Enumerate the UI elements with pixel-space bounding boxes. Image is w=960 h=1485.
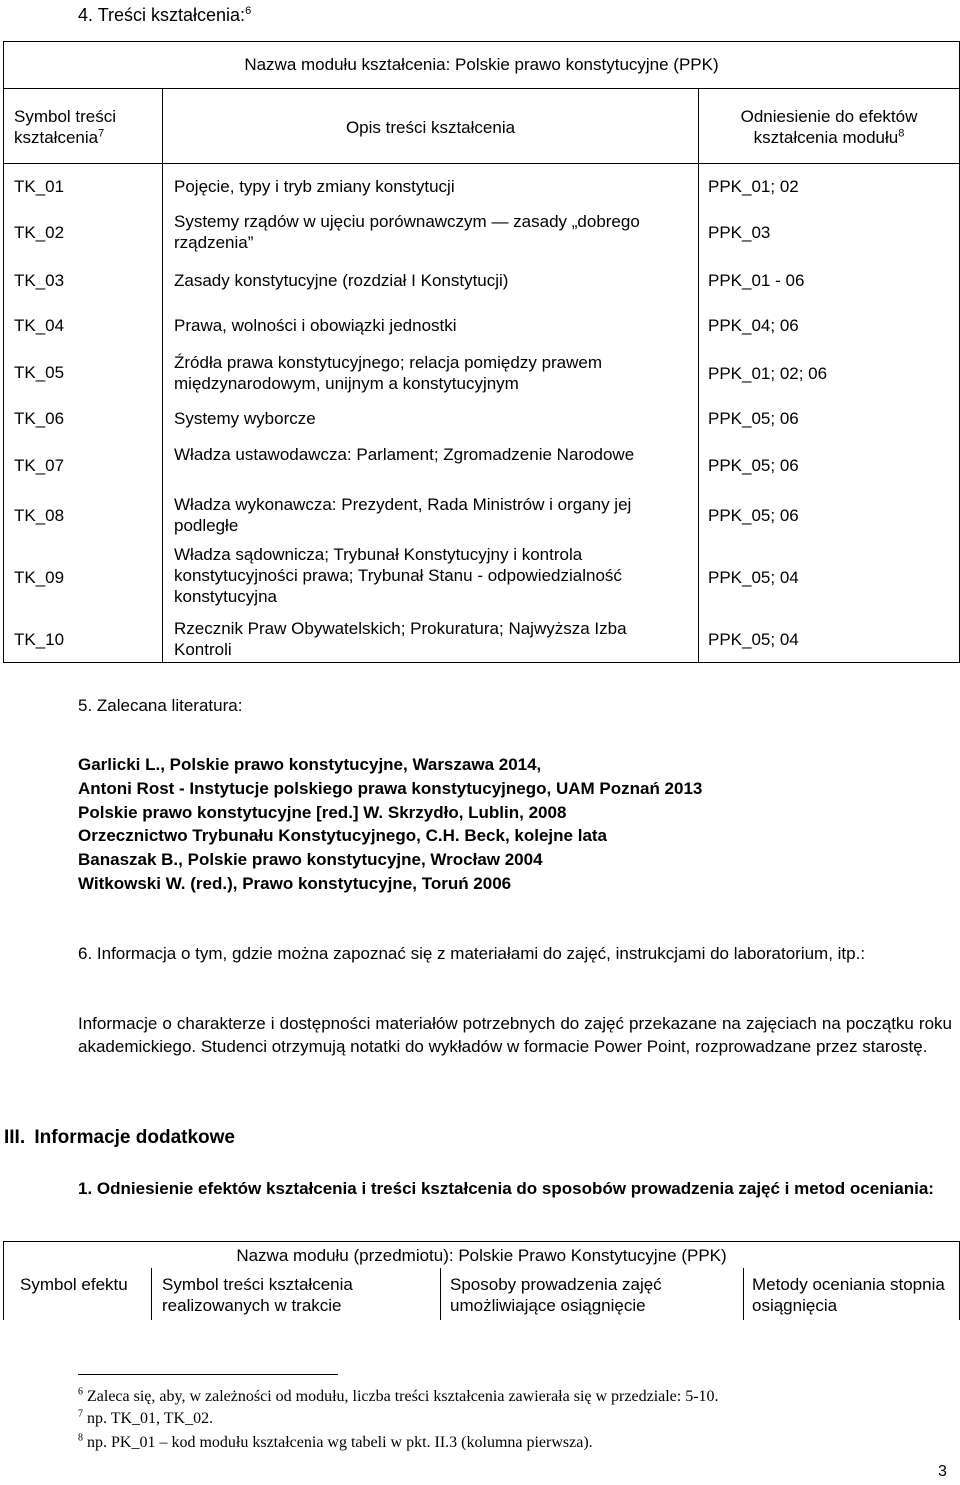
row-symbol: TK_08: [14, 506, 65, 525]
row-description: Prawa, wolności i obowiązki jednostki: [174, 316, 457, 335]
materials-heading: 6. Informacja o tym, gdzie można zapoznać się z materiałami do zajęć, instrukcjami do laboratorium, itp.:: [78, 944, 866, 963]
footnote: [78, 1409, 213, 1428]
materials-body: Informacje o charakterze i dostępności materiałów potrzebnych do zajęć przekazane na zajęciach na początku roku akademickiego. Studenci otrzymują notatki do wykładów w formacie Power Point, rozprowadzane przez starostę.: [78, 1014, 952, 1056]
row-description: Władza wykonawcza: Prezydent, Rada Ministrów i organy jej podległe: [174, 495, 632, 535]
row-reference: PPK_01; 02: [708, 177, 799, 196]
literature-item: Garlicki L., Polskie prawo konstytucyjne, Warszawa 2014,: [78, 755, 542, 774]
footnote: [78, 1387, 719, 1406]
header-cell: Metody oceniania stopnia osiągnięcia: [752, 1275, 945, 1315]
row-symbol: TK_04: [14, 316, 65, 335]
page-number: 3: [938, 1463, 947, 1480]
header-reference: [699, 106, 959, 148]
literature-item: Polskie prawo konstytucyjne [red.] W. Skrzydło, Lublin, 2008: [78, 803, 567, 822]
row-symbol: TK_01: [14, 177, 65, 196]
row-reference: PPK_05; 04: [708, 568, 799, 587]
row-description: Systemy rządów w ujęciu porównawczym ― zasady „dobrego rządzenia”: [174, 212, 640, 252]
row-symbol: TK_03: [14, 271, 65, 290]
module-name: Nazwa modułu (przedmiotu): Polskie Prawo Konstytucyjne (PPK): [236, 1246, 727, 1265]
row-symbol: TK_07: [14, 456, 65, 475]
row-reference: PPK_05; 06: [708, 409, 799, 428]
literature-item: Antoni Rost - Instytucje polskiego prawa konstytucyjnego, UAM Poznań 2013: [78, 779, 703, 798]
footnote-ref: 8: [898, 127, 905, 140]
part-heading-text: Informacje dodatkowe: [34, 1127, 236, 1148]
literature-item: Orzecznictwo Trybunału Konstytucyjnego, C.H. Beck, kolejne lata: [78, 826, 608, 845]
row-reference: PPK_01 - 06: [708, 271, 805, 290]
footnote-number: 7: [78, 1408, 83, 1420]
part-heading: [4, 1126, 235, 1150]
header-cell: Symbol treści kształcenia realizowanych w trakcie: [162, 1275, 353, 1315]
literature-heading: 5. Zalecana literatura:: [78, 696, 243, 715]
header-cell: Symbol efektu: [20, 1275, 128, 1294]
section-heading-text: 4. Treści kształcenia:: [78, 5, 246, 25]
footnote-number: 6: [78, 1386, 83, 1398]
row-description: Źródła prawa konstytucyjnego; relacja pomiędzy prawem międzynarodowym, unijnym a konstytucyjnym: [174, 353, 603, 393]
row-description: Systemy wyborcze: [174, 409, 316, 428]
row-description: Rzecznik Praw Obywatelskich; Prokuratura; Najwyższa Izba Kontroli: [174, 619, 627, 659]
row-description: Zasady konstytucyjne (rozdział I Konstytucji): [174, 271, 509, 290]
header-cell: Sposoby prowadzenia zajęć umożliwiające osiągnięcie: [450, 1275, 662, 1315]
row-symbol: TK_05: [14, 363, 65, 382]
footnote-text: Zaleca się, aby, w zależności od modułu, liczba treści kształcenia zawierała się w przedziale: 5-10.: [87, 1388, 719, 1405]
row-reference: PPK_05; 04: [708, 630, 799, 649]
module-name: Nazwa modułu kształcenia: Polskie prawo konstytucyjne (PPK): [244, 55, 719, 74]
header-reference-text: Odniesienie do efektów kształcenia modułu: [740, 107, 918, 147]
row-symbol: TK_10: [14, 630, 65, 649]
literature-item: Banaszak B., Polskie prawo konstytucyjne, Wrocław 2004: [78, 850, 543, 869]
footnote-number: 8: [78, 1432, 83, 1444]
header-symbol: [14, 106, 159, 148]
row-description: Władza sądownicza; Trybunał Konstytucyjny i kontrola konstytucyjności prawa; Trybunał Stanu - odpowiedzialność konstytucyjna: [174, 545, 622, 606]
row-symbol: TK_02: [14, 223, 65, 242]
footnote-ref: 7: [98, 127, 105, 140]
footnote-text: np. PK_01 – kod modułu kształcenia wg tabeli w pkt. II.3 (kolumna pierwsza).: [87, 1434, 593, 1451]
footnote-ref: 6: [245, 5, 252, 17]
section-heading: [78, 4, 251, 26]
row-symbol: TK_09: [14, 568, 65, 587]
row-reference: PPK_03: [708, 223, 771, 242]
part-heading-number: III.: [4, 1127, 26, 1148]
footnote-text: np. TK_01, TK_02.: [87, 1410, 214, 1427]
row-reference: PPK_04; 06: [708, 316, 799, 335]
footnote-separator: [78, 1374, 338, 1375]
header-symbol-text: Symbol treści kształcenia: [14, 107, 117, 147]
header-description: Opis treści kształcenia: [345, 118, 516, 137]
literature-item: Witkowski W. (red.), Prawo konstytucyjne, Toruń 2006: [78, 874, 512, 893]
row-description: Władza ustawodawcza: Parlament; Zgromadzenie Narodowe: [174, 445, 635, 464]
footnote: [78, 1433, 593, 1452]
row-reference: PPK_05; 06: [708, 456, 799, 475]
row-reference: PPK_01; 02; 06: [708, 364, 828, 383]
row-symbol: TK_06: [14, 409, 65, 428]
row-reference: PPK_05; 06: [708, 506, 799, 525]
row-description: Pojęcie, typy i tryb zmiany konstytucji: [174, 177, 455, 196]
subsection-heading: 1. Odniesienie efektów kształcenia i treści kształcenia do sposobów prowadzenia zajęć i metod oceniania:: [78, 1179, 934, 1198]
